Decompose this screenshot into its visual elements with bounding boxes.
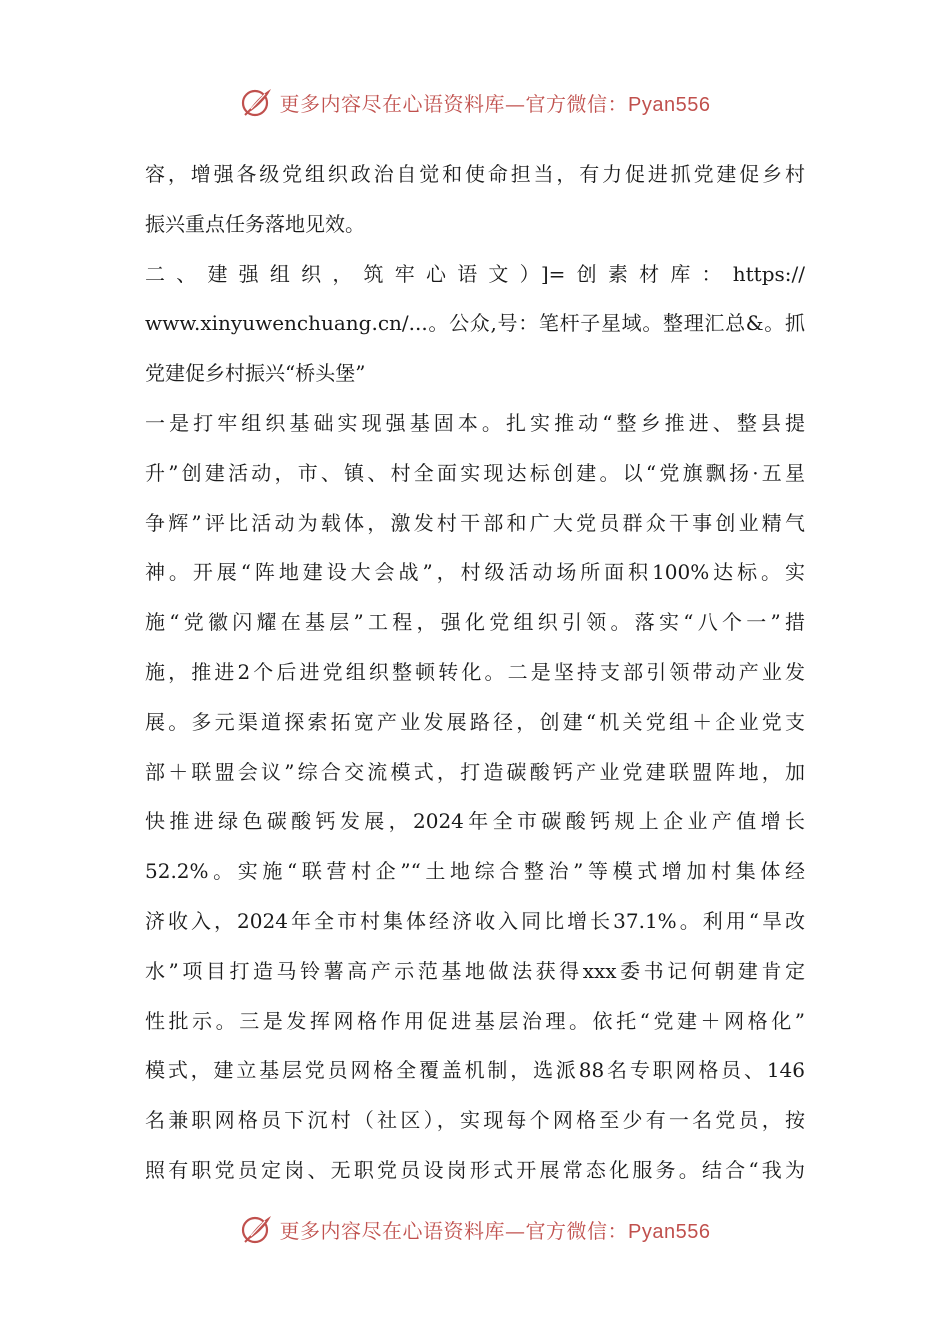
section-heading-line: www.xinyuwenchuang.cn/...。公众,号：笔杆子星域。整理汇总&。抓 — [145, 311, 805, 336]
document-body — [145, 150, 805, 1196]
header-banner — [0, 82, 950, 122]
body-line: 水”项目打造马铃薯高产示范基地做法获得xxx委书记何朝建肯定 — [145, 958, 805, 983]
section-heading-line: 党建促乡村振兴“桥头堡” — [145, 361, 366, 386]
body-line: 一是打牢组织基础实现强基固本。扎实推动“整乡推进、整县提 — [145, 410, 805, 435]
body-line: 施“党徽闪耀在基层”工程，强化党组织引领。落实“八个一”措 — [145, 610, 805, 635]
body-line: 名兼职网格员下沉村（社区），实现每个网格至少有一名党员，按 — [145, 1108, 805, 1133]
body-line: 神。开展“阵地建设大会战”，村级活动场所面积100%达标。实 — [145, 560, 805, 585]
footer-banner-text — [280, 1215, 711, 1244]
quill-pen-logo-icon — [240, 1212, 274, 1246]
header-banner-label: 更多内容尽在心语资料库—官方微信： — [279, 91, 629, 116]
footer-banner — [0, 1209, 950, 1249]
body-line: 性批示。三是发挥网格作用促进基层治理。依托“党建＋网格化” — [145, 1008, 805, 1033]
body-line: 振兴重点任务落地见效。 — [145, 211, 365, 236]
header-banner-account: Pyan556 — [628, 93, 711, 116]
body-line: 容，增强各级党组织政治自觉和使命担当，有力促进抓党建促乡村 — [145, 162, 805, 186]
footer-banner-account: Pyan556 — [628, 1220, 711, 1243]
body-line: 展。多元渠道探索拓宽产业发展路径，创建“机关党组＋企业党支 — [145, 709, 805, 734]
body-line: 52.2%。实施“联营村企”“土地综合整治”等模式增加村集体经 — [145, 859, 805, 884]
header-banner-text — [280, 88, 711, 117]
section-heading-line: 二、建强组织，筑牢心语文）]=创素材库：https:// — [145, 261, 805, 286]
body-line: 施，推进2个后进党组织整顿转化。二是坚持支部引领带动产业发 — [145, 659, 805, 684]
footer-banner-label: 更多内容尽在心语资料库—官方微信： — [279, 1218, 629, 1243]
body-line: 快推进绿色碳酸钙发展，2024年全市碳酸钙规上企业产值增长 — [145, 809, 805, 834]
body-line: 照有职党员定岗、无职党员设岗形式开展常态化服务。结合“我为 — [145, 1157, 805, 1182]
body-line: 争辉”评比活动为载体，激发村干部和广大党员群众干事创业精气 — [145, 510, 805, 535]
quill-pen-logo-icon — [240, 85, 274, 119]
body-line: 部＋联盟会议”综合交流模式，打造碳酸钙产业党建联盟阵地，加 — [145, 759, 805, 784]
body-line: 升”创建活动，市、镇、村全面实现达标创建。以“党旗飘扬·五星 — [145, 460, 805, 485]
body-line: 济收入，2024年全市村集体经济收入同比增长37.1%。利用“旱改 — [145, 908, 805, 933]
body-line: 模式，建立基层党员网格全覆盖机制，选派88名专职网格员、146 — [145, 1058, 805, 1083]
